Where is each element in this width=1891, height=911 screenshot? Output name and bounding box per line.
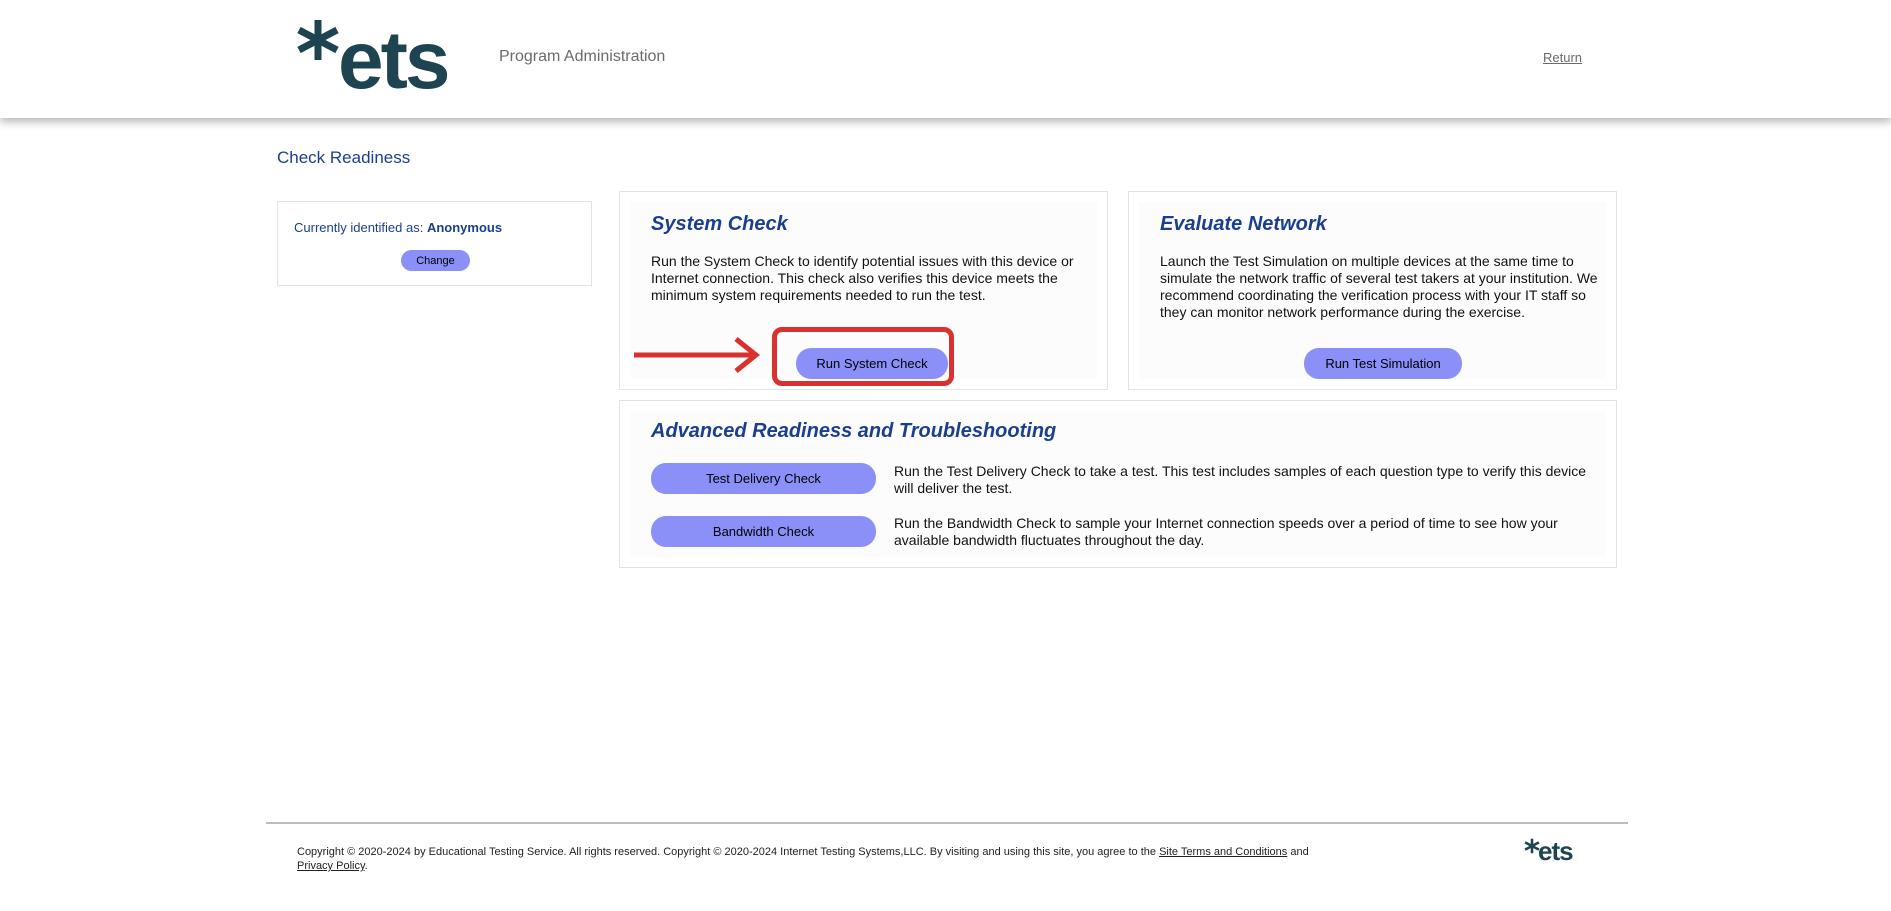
change-button[interactable]: Change [401,250,470,271]
evaluate-network-description: Launch the Test Simulation on multiple devices at the same time to simulate the network traffic of several test takers at your institution. We recommend coordinating the verification process with your IT staff so they can monitor network performance during the exercise. [1160,253,1598,320]
advanced-readiness-card-body [630,411,1606,557]
footer-logo-wordmark: ets [1538,836,1573,866]
test-delivery-check-description: Run the Test Delivery Check to take a test. This test includes samples of each question type to verify this device will deliver the test. [894,463,1587,496]
program-administration-label: Program Administration [499,48,666,65]
logo-wordmark: ets [338,15,448,106]
page-title: Check Readiness [277,148,411,167]
return-link[interactable]: Return [1543,50,1583,65]
asterisk-logo-icon [296,18,340,62]
system-check-card [619,191,1108,390]
privacy-policy-link[interactable]: Privacy Policy [297,860,365,872]
evaluate-network-title: Evaluate Network [1160,213,1327,235]
footer-ets-logo [1524,836,1584,866]
footer-copyright [297,845,1417,873]
evaluate-network-card [1128,191,1617,390]
identity-line [294,220,502,235]
header [0,0,1891,118]
footer-divider [266,822,1628,824]
site-terms-link[interactable]: Site Terms and Conditions [1159,846,1288,858]
bandwidth-check-description: Run the Bandwidth Check to sample your Internet connection speeds over a period of time to see how your available bandwidth fluctuates throughout the day. [894,515,1558,548]
advanced-readiness-card [619,400,1617,568]
ets-logo[interactable] [296,14,456,106]
bandwidth-check-button[interactable]: Bandwidth Check [651,516,876,547]
identity-panel [277,201,592,286]
identity-prefix: Currently identified as: [294,220,424,235]
identity-name: Anonymous [426,220,503,235]
system-check-description: Run the System Check to identify potential issues with this device or Internet connection. This check also verifies this device meets the minimum system requirements needed to run the test. [651,253,1074,303]
advanced-readiness-title: Advanced Readiness and Troubleshooting [651,420,1057,442]
copyright-text: Copyright © 2020-2024 by Educational Testing Service. All rights reserved. Copyright © 2020-2024 Internet Testing Systems,LLC. By visiting and using this site, you agree to the [297,846,1156,858]
footer-end-punct: . [364,860,368,872]
test-delivery-check-button[interactable]: Test Delivery Check [651,463,876,494]
system-check-card-body [630,202,1097,379]
and-text: and [1290,846,1309,858]
evaluate-network-card-body [1139,202,1606,379]
run-system-check-button[interactable]: Run System Check [796,348,948,379]
run-test-simulation-button[interactable]: Run Test Simulation [1304,348,1462,379]
system-check-title: System Check [651,213,788,235]
